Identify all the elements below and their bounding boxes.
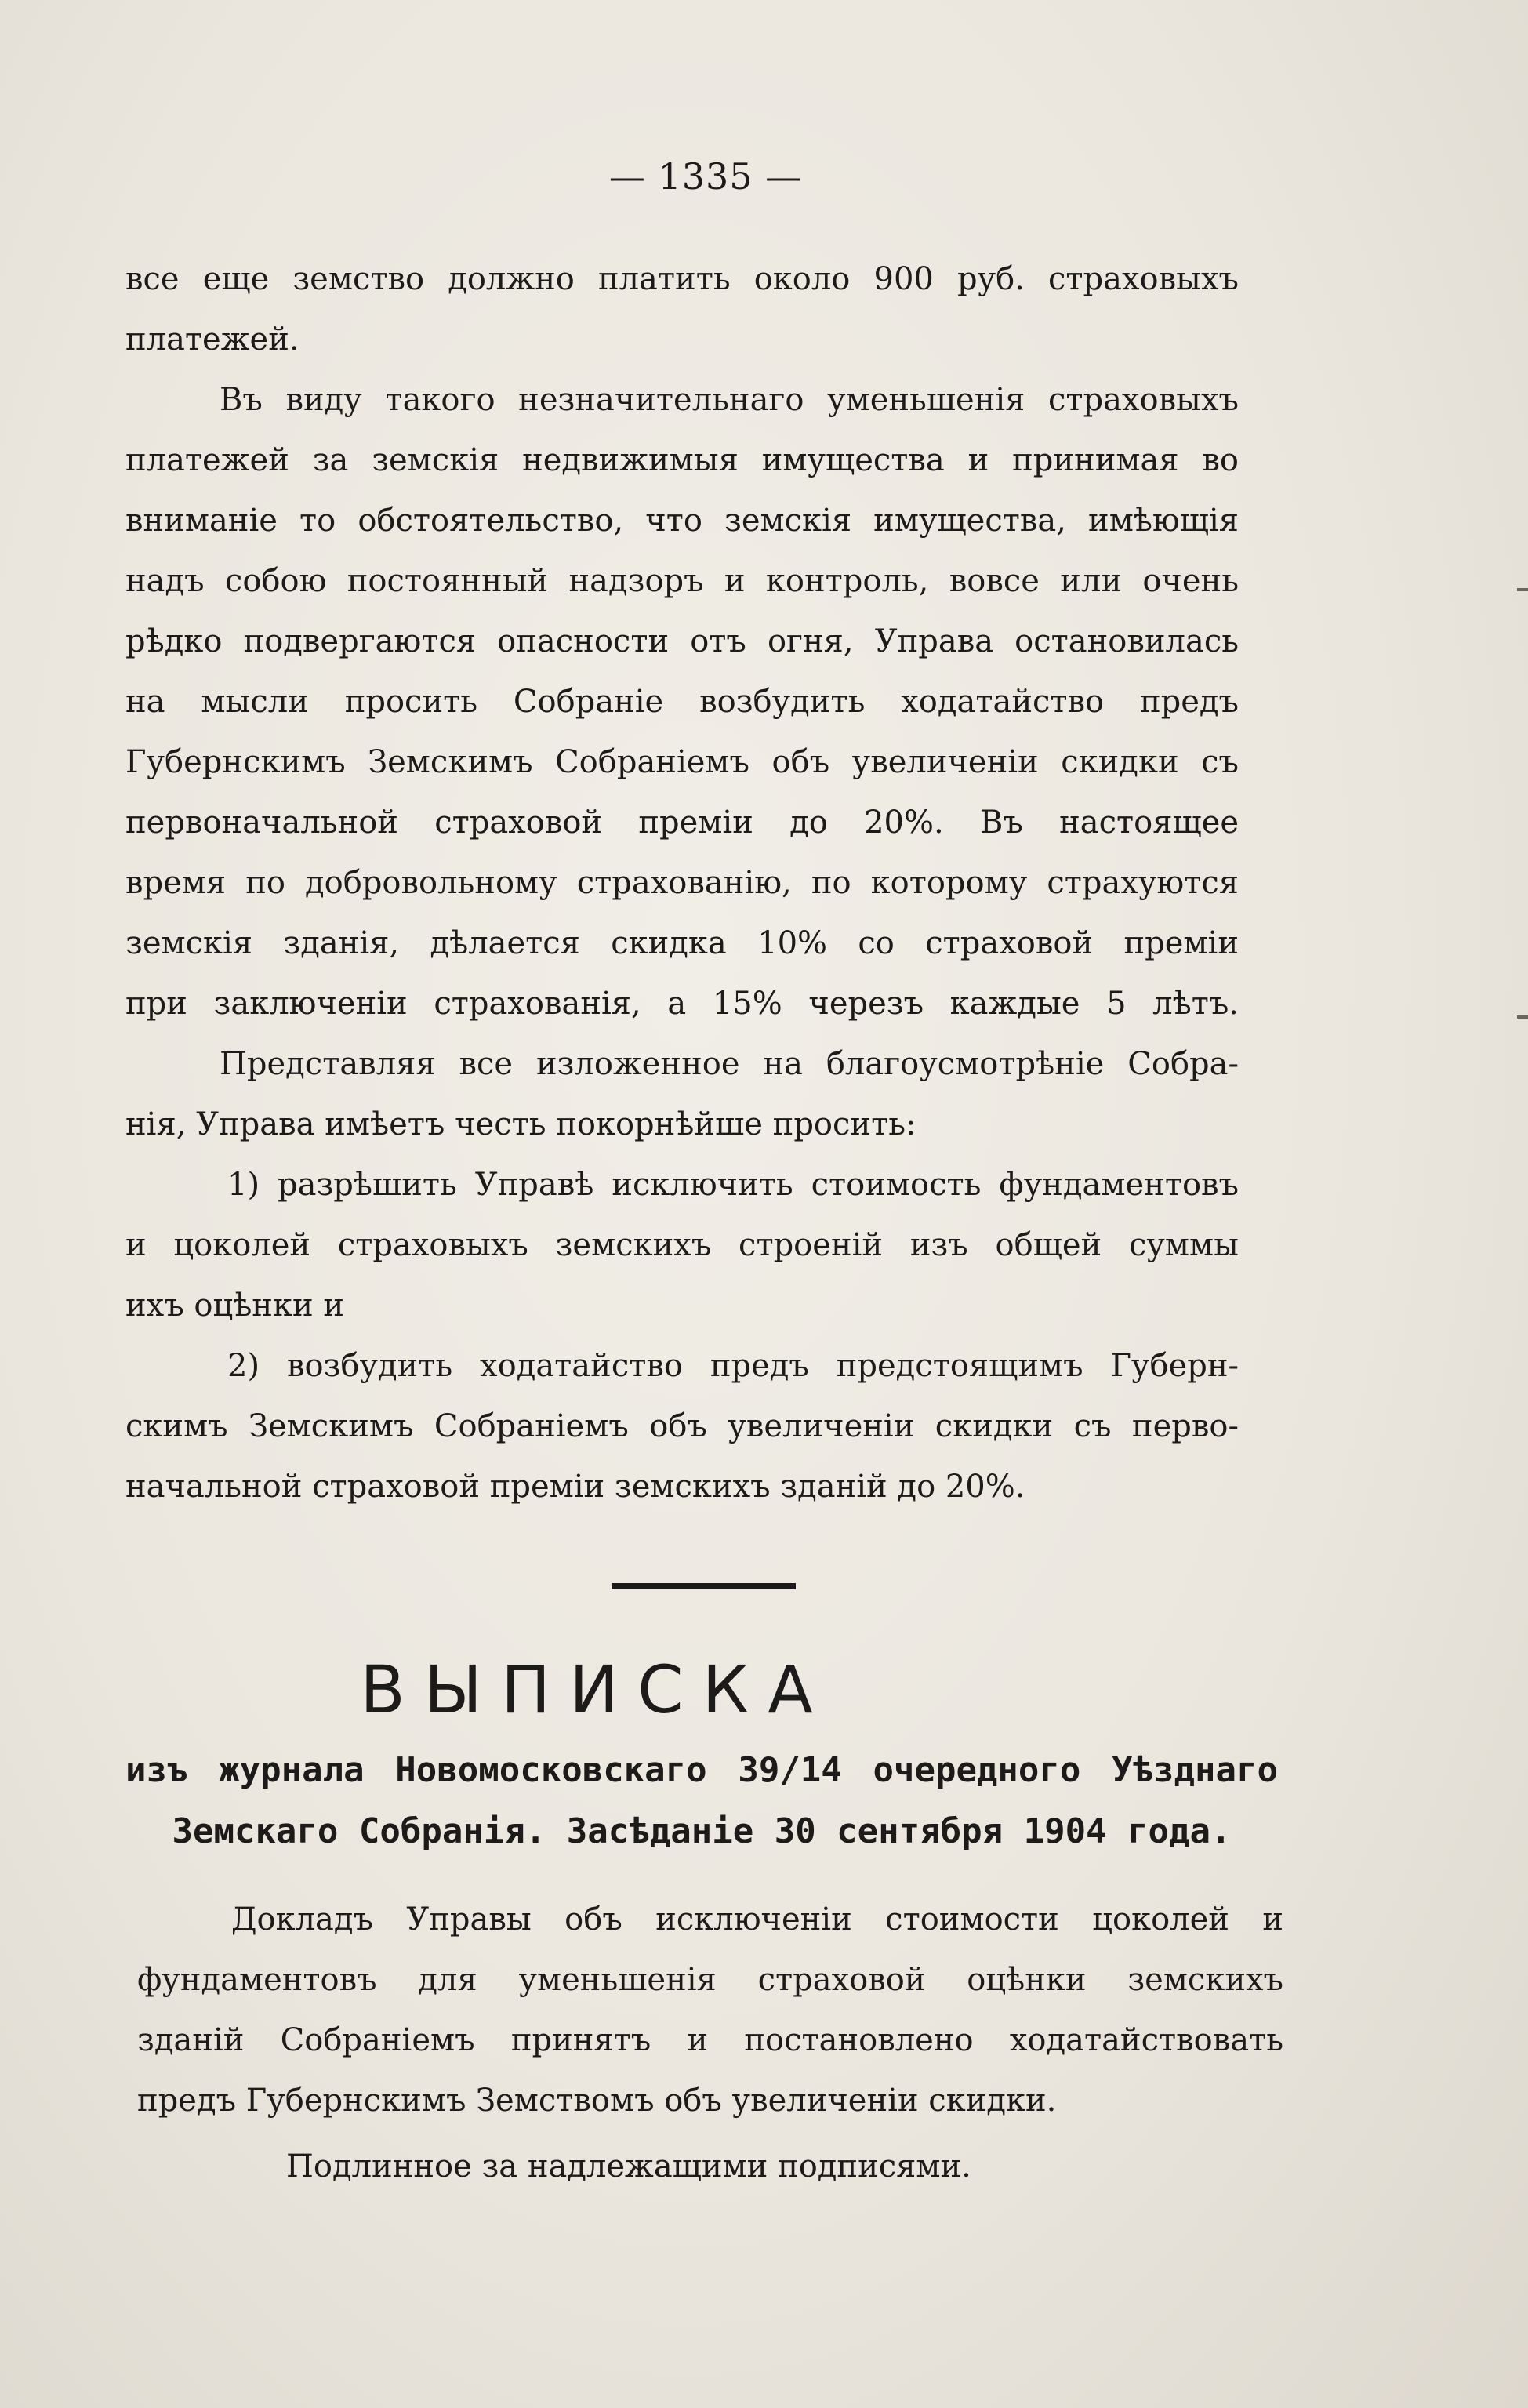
resolution-line: Докладъ Управы объ исключеніи стоимости цоколей и (231, 1901, 1283, 1938)
section-divider (612, 1583, 796, 1589)
body-line: и цоколей страховыхъ земскихъ строеній изъ общей суммы (125, 1227, 1239, 1263)
body-line: время по добровольному страхованію, по которому страхуются (125, 865, 1239, 901)
body-line: ихъ оцѣнки и (125, 1288, 345, 1324)
body-line: 2) возбудить ходатайство предъ предстоящимъ Губерн- (227, 1348, 1239, 1384)
body-line: Въ виду такого незначительнаго уменьшенія страховыхъ (220, 382, 1239, 418)
body-line: рѣдко подвергаются опасности отъ огня, Управа остановилась (125, 623, 1239, 659)
body-line: на мысли просить Собраніе возбудить ходатайство предъ (125, 684, 1239, 720)
resolution-line: зданій Собраніемъ принятъ и постановлено ходатайствовать (137, 2022, 1283, 2058)
journal-subheading-line-1: изъ журнала Новомосковскаго 39/14 очередного Уѣзднаго (125, 1750, 1278, 1790)
body-line: Представляя все изложенное на благоусмотрѣніе Собра- (220, 1046, 1239, 1082)
body-line: нія, Управа имѣетъ честь покорнѣйше просить: (125, 1106, 916, 1142)
body-line: 1) разрѣшить Управѣ исключить стоимость фундаментовъ (227, 1167, 1239, 1203)
signature-note: Подлинное за надлежащими подписями. (286, 2148, 971, 2185)
body-line: платежей за земскія недвижимыя имущества и принимая во (125, 442, 1239, 478)
body-line: первоначальной страховой преміи до 20%. Въ настоящее (125, 804, 1239, 841)
body-line: скимъ Земскимъ Собраніемъ объ увеличеніи скидки съ перво- (125, 1408, 1239, 1444)
body-line: начальной страховой преміи земскихъ зданій до 20%. (125, 1469, 1025, 1505)
report-body (125, 249, 1239, 1517)
resolution-line: фундаментовъ для уменьшенія страховой оцѣнки земскихъ (137, 1962, 1283, 1998)
resolution-body (137, 1890, 1283, 2131)
margin-mark (1517, 1015, 1528, 1019)
extract-heading: ВЫПИСКА (360, 1651, 832, 1728)
body-line: все еще земство должно платить около 900 руб. страховыхъ (125, 261, 1239, 297)
body-line: Губернскимъ Земскимъ Собраніемъ объ увеличеніи скидки съ (125, 744, 1239, 780)
body-line: надъ собою постоянный надзоръ и контроль, вовсе или очень (125, 563, 1239, 599)
page-number: — 1335 — (608, 155, 803, 198)
body-line: земскія зданія, дѣлается скидка 10% со страховой преміи (125, 925, 1239, 961)
margin-mark (1517, 588, 1528, 591)
resolution-line: предъ Губернскимъ Земствомъ объ увеличеніи скидки. (137, 2083, 1057, 2119)
body-line: вниманіе то обстоятельство, что земскія имущества, имѣющія (125, 503, 1239, 539)
body-line: платежей. (125, 321, 299, 358)
journal-subheading-line-2: Земскаго Собранія. Засѣданіе 30 сентября 1904 года. (172, 1811, 1232, 1851)
body-line: при заключеніи страхованія, а 15% черезъ каждые 5 лѣтъ. (125, 986, 1239, 1022)
